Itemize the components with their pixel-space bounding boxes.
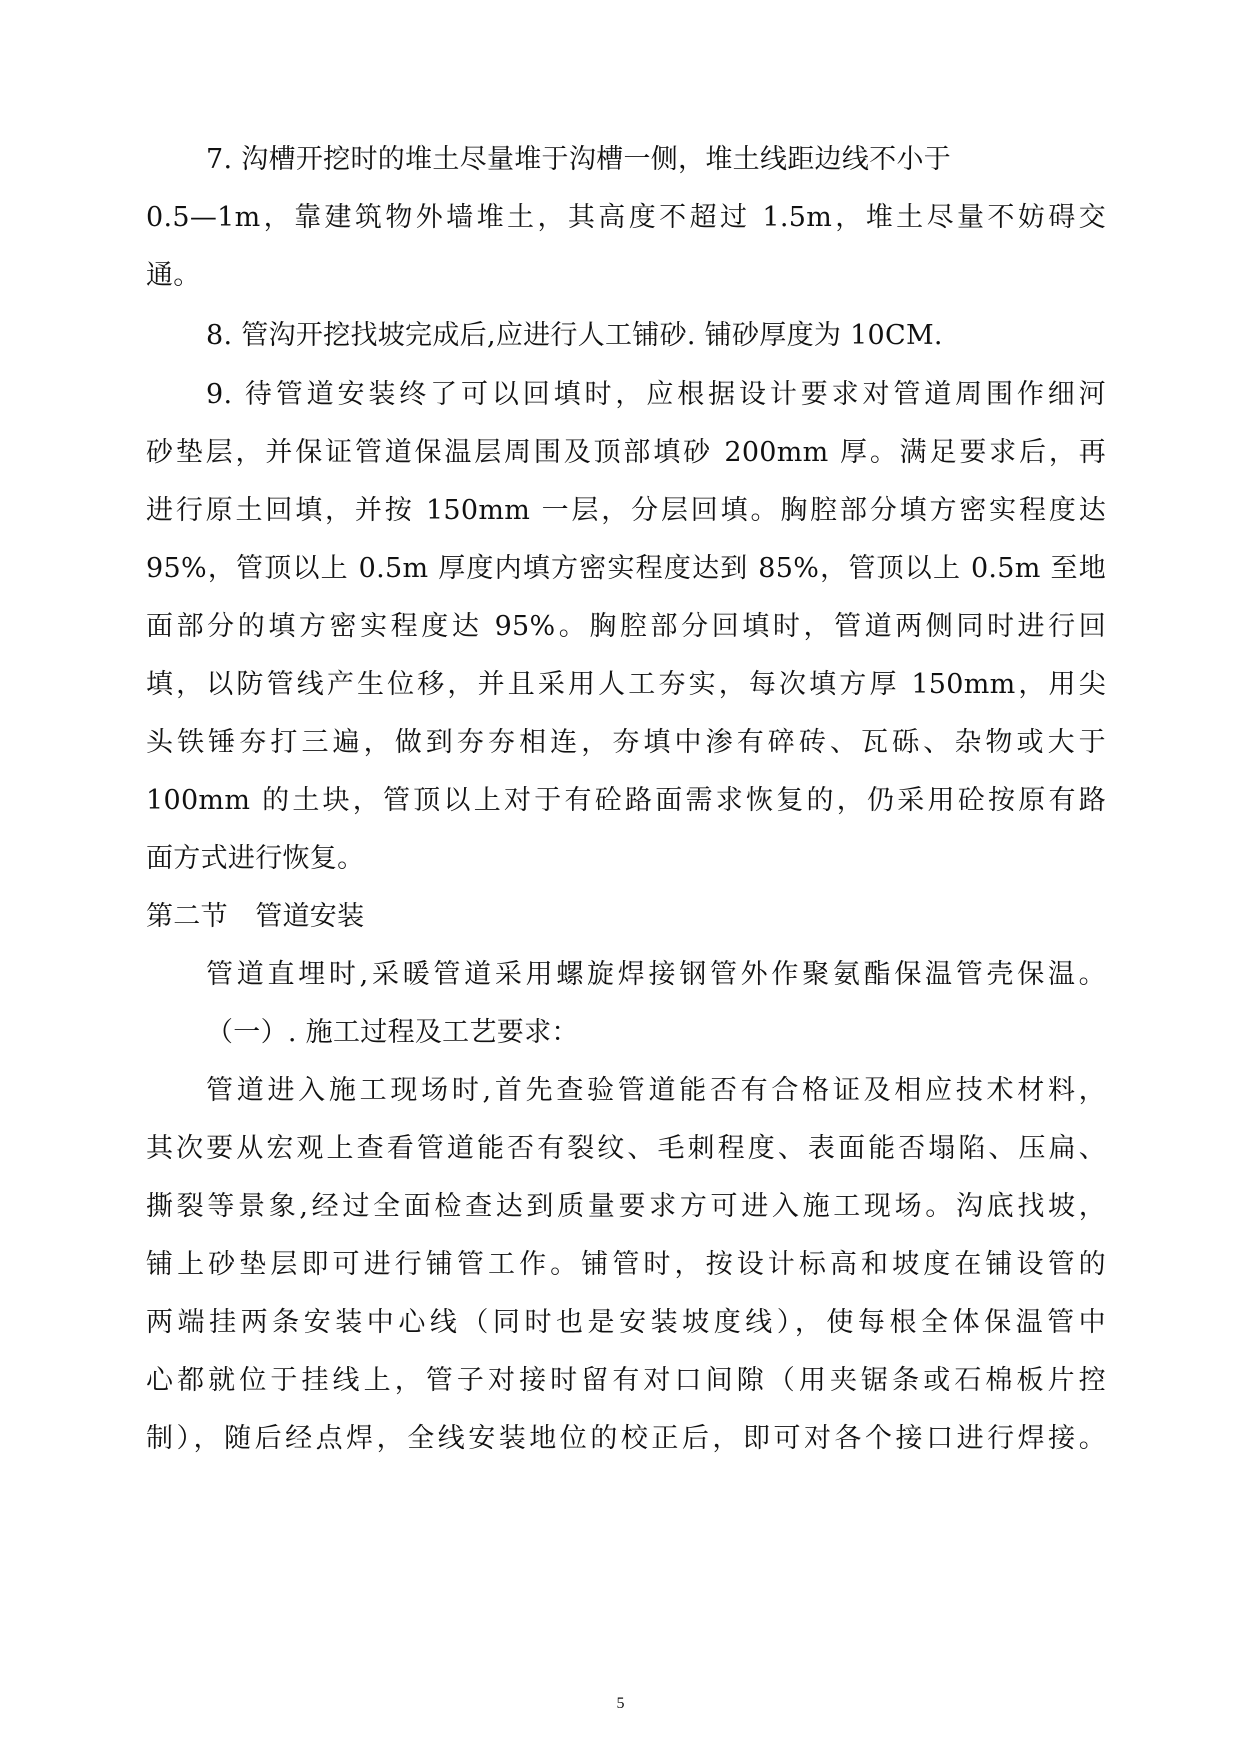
paragraph-7-line-3: 通。 [146,260,201,291]
process-paragraph-line-3: 撕裂等景象,经过全面检查达到质量要求方可进入施工现场。沟底找坡， [146,1191,1106,1222]
process-paragraph-line-7: 制），随后经点焊，全线安装地位的校正后，即可对各个接口进行焊接。 [146,1423,1106,1454]
paragraph-9-line-6: 填，以防管线产生位移，并且采用人工夯实，每次填方厚 150mm，用尖 [146,669,1106,700]
subsection-heading: （一）. 施工过程及工艺要求： [206,1017,579,1048]
paragraph-7-line-2: 0.5—1m，靠建筑物外墙堆土，其高度不超过 1.5m，堆土尽量不妨碍交 [146,202,1106,233]
page-number: 5 [616,1695,625,1712]
section-heading: 第二节 管道安装 [146,901,365,932]
process-paragraph-line-1: 管道进入施工现场时,首先查验管道能否有合格证及相应技术材料， [206,1075,1106,1106]
process-paragraph-line-2: 其次要从宏观上查看管道能否有裂纹、毛刺程度、表面能否塌陷、压扁、 [146,1133,1106,1164]
pipe-description-line: 管道直埋时,采暖管道采用螺旋焊接钢管外作聚氨酯保温管壳保温。 [206,959,1106,990]
process-paragraph-line-4: 铺上砂垫层即可进行铺管工作。铺管时，按设计标高和坡度在铺设管的 [146,1249,1106,1280]
paragraph-9-line-4: 95%，管顶以上 0.5m 厚度内填方密实程度达到 85%，管顶以上 0.5m 至地 [146,553,1106,584]
paragraph-7-line-1: 7. 沟槽开挖时的堆土尽量堆于沟槽一侧，堆土线距边线不小于 [206,144,952,175]
process-paragraph-line-6: 心都就位于挂线上，管子对接时留有对口间隙（用夹锯条或石棉板片控 [146,1365,1106,1396]
paragraph-8-line-1: 8. 管沟开挖找坡完成后,应进行人工铺砂. 铺砂厚度为 10CM. [206,320,943,351]
paragraph-9-line-2: 砂垫层，并保证管道保温层周围及顶部填砂 200mm 厚。满足要求后，再 [146,437,1106,468]
paragraph-9-line-9: 面方式进行恢复。 [146,843,365,874]
paragraph-9-line-5: 面部分的填方密实程度达 95%。胸腔部分回填时，管道两侧同时进行回 [146,611,1106,642]
paragraph-9-line-7: 头铁锤夯打三遍，做到夯夯相连，夯填中渗有碎砖、瓦砾、杂物或大于 [146,727,1106,758]
paragraph-9-line-3: 进行原土回填，并按 150mm 一层，分层回填。胸腔部分填方密实程度达 [146,495,1106,526]
process-paragraph-line-5: 两端挂两条安装中心线（同时也是安装坡度线），使每根全体保温管中 [146,1307,1106,1338]
paragraph-9-line-1: 9. 待管道安装终了可以回填时，应根据设计要求对管道周围作细河 [206,379,1106,410]
paragraph-9-line-8: 100mm 的土块，管顶以上对于有砼路面需求恢复的，仍采用砼按原有路 [146,785,1106,816]
